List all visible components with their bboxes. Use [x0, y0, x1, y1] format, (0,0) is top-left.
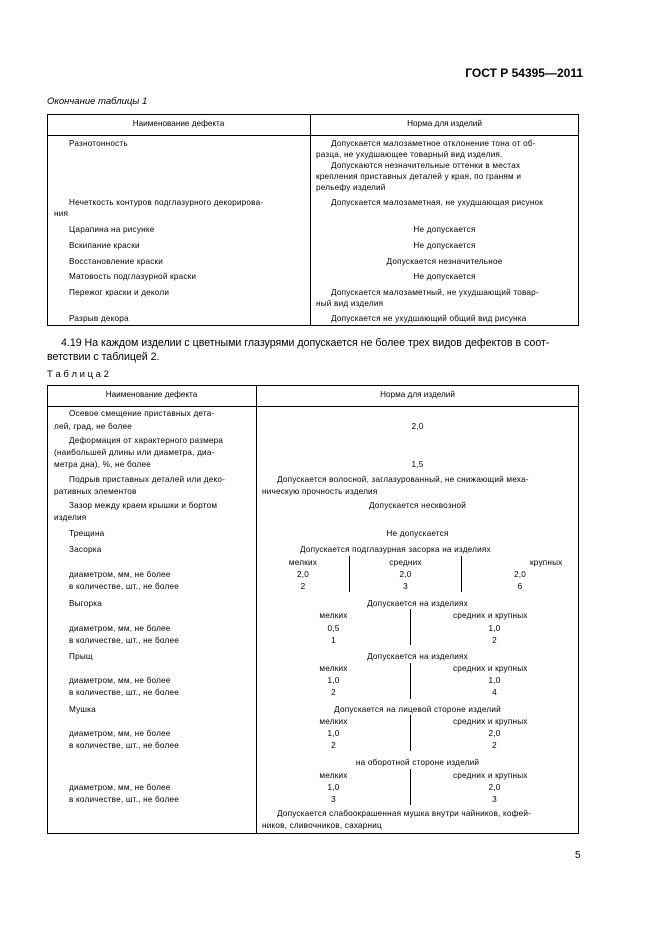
diameter-value: 0,5 — [327, 624, 340, 633]
table2-norm-line: Допускается на изделиях — [367, 599, 468, 608]
size-label: средних и крупных — [453, 771, 528, 780]
count-label: в количестве, шт., не более — [69, 795, 179, 804]
table2-norm-line: Допускается на изделиях — [367, 652, 468, 661]
diameter-label: диаметром, мм, не более — [69, 729, 171, 738]
table2-defect-name: изделия — [54, 513, 87, 522]
count-value: 2 — [300, 582, 306, 591]
table2-defect-name: Осевое смещение приставных дета- — [69, 409, 215, 418]
table1-norm-line: Допускается не ухудшающий общий вид рисунка — [331, 314, 527, 323]
count-value: 2 — [492, 741, 497, 750]
table2-norm-line: на оборотной стороне изделий — [355, 758, 480, 767]
diameter-value: 2,0 — [297, 570, 309, 579]
table1-norm-line: ный вид изделия — [316, 299, 384, 308]
table1-defect-name: Разрыв декора — [69, 314, 129, 323]
table1-defect-name: ния — [54, 209, 69, 218]
table1-norm-line: Не допускается — [413, 225, 476, 234]
table1-defect-name: Восстановление краски — [69, 257, 164, 266]
table2-defect-name: Подрыв приставных деталей или деко- — [69, 475, 226, 484]
table2-norm-line: ническую прочность изделия — [262, 487, 378, 496]
size-label: мелких — [288, 558, 318, 567]
size-label: средних и крупных — [453, 717, 528, 726]
count-value: 6 — [517, 582, 523, 591]
count-value: 2 — [492, 636, 497, 645]
diameter-value: 2,0 — [514, 570, 526, 579]
table2-header-norm: Норма для изделий — [380, 390, 455, 399]
diameter-label: диаметром, мм, не более — [69, 570, 171, 579]
diameter-value: 2,0 — [488, 729, 501, 738]
size-label: средних и крупных — [453, 664, 528, 673]
diameter-label: диаметром, мм, не более — [69, 676, 171, 685]
diameter-label: диаметром, мм, не более — [69, 624, 171, 633]
size-label: средних — [389, 558, 422, 567]
table1-norm-line: рельефу изделий — [316, 183, 386, 192]
size-label: средних и крупных — [453, 611, 528, 620]
diameter-value: 1,0 — [327, 729, 340, 738]
count-value: 3 — [331, 795, 336, 804]
table1-defect-name: Пережог краски и деколи — [69, 288, 170, 297]
table1-norm-line: Допускается малозаметное отклонение тона от об- — [331, 139, 536, 148]
table1-norm-line: Не допускается — [413, 272, 476, 281]
paragraph-4-19-line: ветствии с таблицей 2. — [47, 351, 160, 363]
size-label: мелких — [319, 717, 348, 726]
table2-defect-name: Зазор между краем крышки и бортом — [69, 501, 218, 510]
size-label: крупных — [530, 558, 563, 567]
table1-norm-line: Не допускается — [413, 241, 476, 250]
table2-norm-line: Допускается подглазурная засорка на изделиях — [300, 545, 491, 554]
table1-norm-line: Допускается малозаметная, не ухудшающая рисунок — [331, 198, 544, 207]
table2-header-name: Наименование дефекта — [105, 390, 198, 399]
size-label: мелких — [319, 664, 348, 673]
count-label: в количестве, шт., не более — [69, 688, 179, 697]
table2-defect-name: Выгорка — [69, 599, 102, 608]
diameter-value: 1,0 — [327, 676, 340, 685]
table2-defect-name: лей, град, не более — [54, 422, 132, 431]
table1-defect-name: Царапина на рисунке — [69, 225, 155, 234]
table2-defect-name: (наибольшей длины или диаметра, диа- — [54, 448, 215, 457]
paragraph-4-19-line: 4.19 На каждом изделии с цветными глазурями допускается не более трех видов дефектов в соот- — [61, 337, 550, 349]
table2-caption: Т а б л и ц а 2 — [47, 369, 109, 380]
table2-defect-name: Трещина — [69, 529, 105, 538]
diameter-label: диаметром, мм, не более — [69, 783, 171, 792]
table1-norm-line: разца, не ухудшающее товарный вид изделия. — [316, 150, 503, 159]
table2-norm-line: Допускается волосной, заглазурованный, не снижающий меха- — [277, 475, 529, 484]
count-label: в количестве, шт., не более — [69, 636, 179, 645]
diameter-value: 1,0 — [488, 624, 501, 633]
table1-defect-name: Нечеткость контуров подглазурного декорирова- — [69, 198, 264, 207]
document-code: ГОСТ Р 54395—2011 — [465, 66, 583, 80]
table1-norm-line: крепления приставных деталей у края, по граням и — [316, 172, 522, 181]
table2-norm-line: Допускается несквозной — [368, 501, 467, 510]
table1-header-name: Наименование дефекта — [132, 119, 225, 128]
size-label: мелких — [319, 771, 348, 780]
table2-defect-name: метра дна), %, не более — [54, 460, 151, 469]
table2-norm-line: Допускается слабоокрашенная мушка внутри чайников, кофей- — [277, 809, 532, 818]
table1-defect-name: Вскипание краски — [69, 241, 140, 250]
diameter-value: 2,0 — [488, 783, 501, 792]
count-value: 1 — [331, 636, 336, 645]
table2-defect-name: ративных элементов — [54, 487, 137, 496]
table2-defect-name: Деформация от характерного размера — [69, 436, 224, 445]
table1-header-norm: Норма для изделий — [407, 119, 482, 128]
count-value: 3 — [492, 795, 497, 804]
count-value: 4 — [492, 688, 497, 697]
table2-defect-name: Мушка — [69, 705, 96, 714]
table1-norm-line: Допускаются незначительные оттенки в местах — [331, 161, 521, 170]
table1-defect-name: Матовость подглазурной краски — [69, 272, 197, 281]
table2-norm-line: Не допускается — [386, 529, 449, 538]
table1-defect-name: Разнотонность — [69, 139, 128, 148]
count-value: 2 — [331, 688, 336, 697]
table2-norm-line: ников, сливочников, сахарниц — [262, 821, 382, 830]
table2-value: 1,5 — [411, 460, 424, 469]
size-label: мелких — [319, 611, 348, 620]
page-number: 5 — [575, 850, 581, 861]
table2-defect-name: Засорка — [69, 545, 102, 554]
diameter-value: 1,0 — [488, 676, 501, 685]
count-label: в количестве, шт., не более — [69, 741, 179, 750]
diameter-value: 2,0 — [399, 570, 412, 579]
diameter-value: 1,0 — [327, 783, 340, 792]
table1-norm-line: Допускается малозаметный, не ухудшающий товар- — [331, 288, 539, 297]
table1-norm-line: Допускается незначительное — [386, 257, 503, 266]
table2-defect-name: Прыщ — [69, 652, 93, 661]
count-label: в количестве, шт., не более — [69, 582, 179, 591]
count-value: 2 — [331, 741, 336, 750]
table1-caption: Окончание таблицы 1 — [47, 96, 148, 107]
count-value: 3 — [403, 582, 408, 591]
table2-norm-line: Допускается на лицевой стороне изделий — [334, 705, 501, 714]
table2-value: 2,0 — [411, 422, 424, 431]
